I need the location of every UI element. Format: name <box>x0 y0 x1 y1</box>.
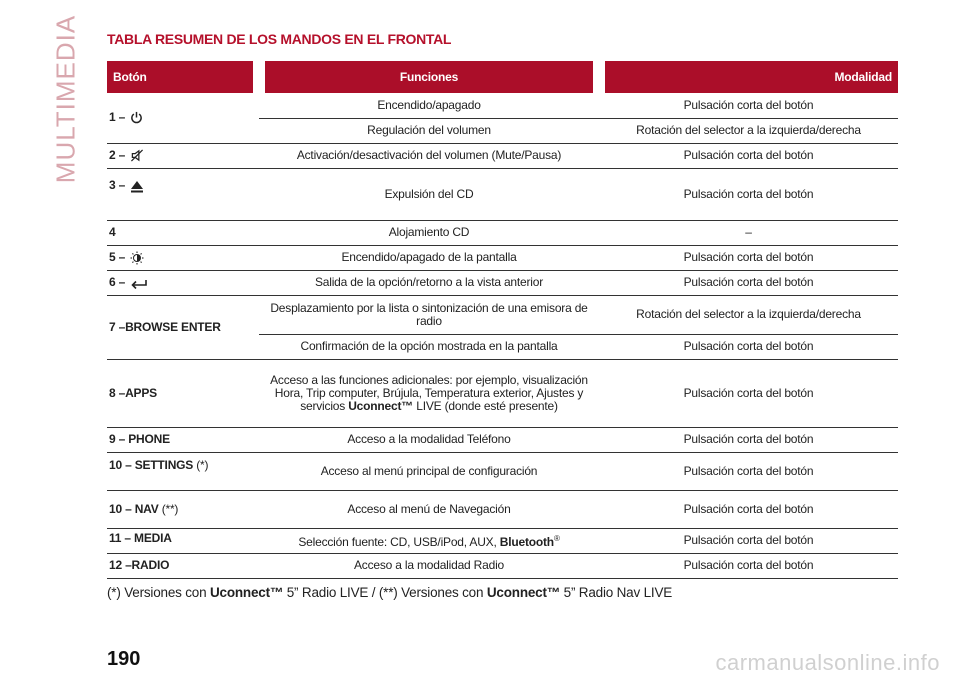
boton-cell: 11 – MEDIA <box>107 528 259 553</box>
modalidad-cell: Pulsación corta del botón <box>599 334 898 359</box>
modalidad-cell: Pulsación corta del botón <box>599 93 898 118</box>
table-row <box>107 143 898 168</box>
funciones-cell: Confirmación de la opción mostrada en la pantalla <box>259 334 599 359</box>
header-funciones: Funciones <box>259 61 599 93</box>
back-icon <box>130 277 148 289</box>
table-row <box>107 270 898 295</box>
table-row <box>107 220 898 245</box>
modalidad-cell: – <box>599 220 898 245</box>
funciones-cell: Desplazamiento por la lista o sintonización de una emisora de radio <box>259 295 599 334</box>
funciones-cell: Activación/desactivación del volumen (Mute/Pausa) <box>259 143 599 168</box>
modalidad-cell: Pulsación corta del botón <box>599 143 898 168</box>
boton-cell: 6 – <box>107 270 259 295</box>
header-boton: Botón <box>107 61 259 93</box>
modalidad-cell: Rotación del selector a la izquierda/derecha <box>599 295 898 334</box>
modalidad-cell: Pulsación corta del botón <box>599 270 898 295</box>
boton-cell: 2 – <box>107 143 259 168</box>
table-row <box>107 452 898 490</box>
boton-cell: 10 – NAV (**) <box>107 490 259 528</box>
table-row <box>107 553 898 578</box>
modalidad-cell: Pulsación corta del botón <box>599 168 898 220</box>
boton-cell: 10 – SETTINGS (*) <box>107 452 259 490</box>
modalidad-cell: Pulsación corta del botón <box>599 427 898 452</box>
table-row <box>107 295 898 334</box>
funciones-cell: Alojamiento CD <box>259 220 599 245</box>
footnote: (*) Versiones con Uconnect™ 5” Radio LIVE / (**) Versiones con Uconnect™ 5” Radio Nav LIVE <box>107 585 673 600</box>
table-row <box>107 528 898 553</box>
boton-cell: 3 – <box>107 168 259 220</box>
table-row <box>107 490 898 528</box>
section-side-label: MULTIMEDIA <box>50 14 81 184</box>
boton-cell: 12 –RADIO <box>107 553 259 578</box>
modalidad-cell: Pulsación corta del botón <box>599 490 898 528</box>
table-row <box>107 93 898 118</box>
modalidad-cell: Pulsación corta del botón <box>599 359 898 427</box>
page-title: TABLA RESUMEN DE LOS MANDOS EN EL FRONTAL <box>107 31 452 47</box>
table-header-row <box>107 61 898 93</box>
table-row <box>107 168 898 220</box>
funciones-cell: Regulación del volumen <box>259 118 599 143</box>
power-icon <box>130 111 143 124</box>
table-row <box>107 427 898 452</box>
boton-cell: 1 – <box>107 93 259 143</box>
funciones-cell: Acceso a la modalidad Radio <box>259 553 599 578</box>
funciones-cell: Salida de la opción/retorno a la vista anterior <box>259 270 599 295</box>
boton-cell: 9 – PHONE <box>107 427 259 452</box>
eject-icon <box>130 179 144 193</box>
modalidad-cell: Pulsación corta del botón <box>599 245 898 270</box>
funciones-cell: Acceso al menú de Navegación <box>259 490 599 528</box>
funciones-cell: Expulsión del CD <box>259 168 599 220</box>
boton-cell: 7 –BROWSE ENTER <box>107 295 259 359</box>
table-row <box>107 359 898 427</box>
funciones-cell: Acceso a la modalidad Teléfono <box>259 427 599 452</box>
boton-cell: 8 –APPS <box>107 359 259 427</box>
boton-cell: 5 – <box>107 245 259 270</box>
page-number: 190 <box>107 648 141 670</box>
funciones-cell: Encendido/apagado <box>259 93 599 118</box>
display-icon <box>130 251 144 265</box>
funciones-cell: Selección fuente: CD, USB/iPod, AUX, Bluetooth® <box>259 528 599 553</box>
header-modalidad: Modalidad <box>599 61 898 93</box>
funciones-cell: Acceso a las funciones adicionales: por ejemplo, visualización Hora, Trip computer, Brújula, Temperatura exterior, Ajustes y servicios Uconnect™ LIVE (donde esté presente) <box>259 359 599 427</box>
funciones-cell: Acceso al menú principal de configuración <box>259 452 599 490</box>
modalidad-cell: Pulsación corta del botón <box>599 528 898 553</box>
modalidad-cell: Pulsación corta del botón <box>599 452 898 490</box>
boton-cell: 4 <box>107 220 259 245</box>
funciones-cell: Encendido/apagado de la pantalla <box>259 245 599 270</box>
watermark: carmanualsonline.info <box>715 650 940 675</box>
controls-summary-table <box>107 61 898 579</box>
mute-icon <box>130 149 144 162</box>
modalidad-cell: Pulsación corta del botón <box>599 553 898 578</box>
modalidad-cell: Rotación del selector a la izquierda/derecha <box>599 118 898 143</box>
table-row <box>107 245 898 270</box>
